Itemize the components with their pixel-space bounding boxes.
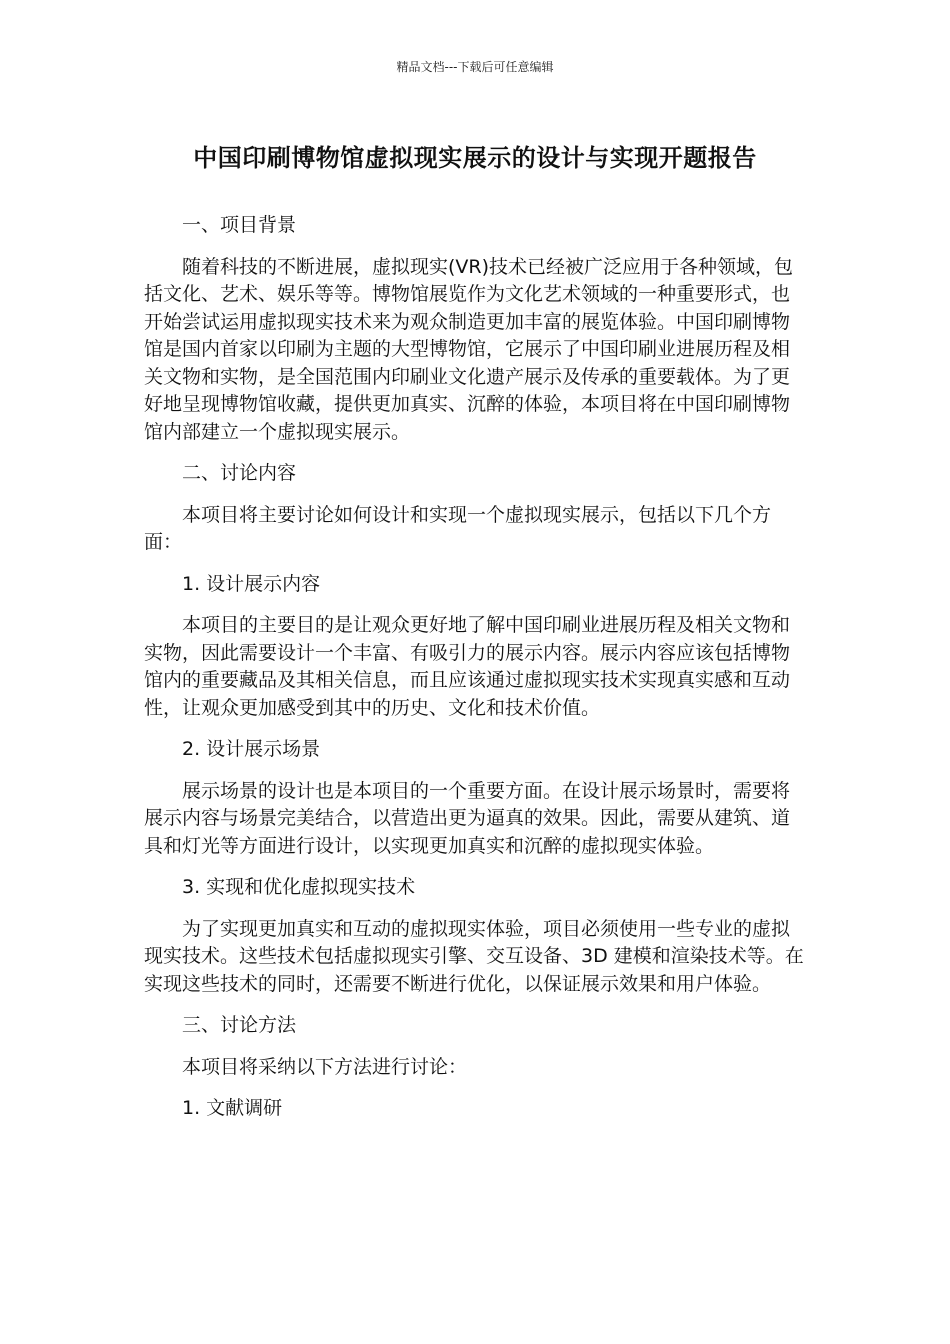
paragraph-methods-intro: 本项目将采纳以下方法进行讨论：: [182, 1055, 468, 1078]
document-body: [144, 212, 808, 1137]
subheading-design-content: 1. 设计展示内容: [182, 572, 321, 595]
subheading-vr-tech: 3. 实现和优化虚拟现实技术: [182, 876, 416, 898]
paragraph-design-scene: 展示场景的设计也是本项目的一个重要方面。在设计展示场景时，需要将展示内容与场景完美结合，以营造出更为逼真的效果。因此，需要从建筑、道具和灯光等方面进行设计，以实现更加真实和沉醉的虚拟现实体验。: [144, 779, 791, 857]
header-note: 精品文档---下载后可任意编辑: [396, 60, 554, 74]
document-title: 中国印刷博物馆虚拟现实展示的设计与实现开题报告: [193, 144, 757, 172]
paragraph-design-content: 本项目的主要目的是让观众更好地了解中国印刷业进展历程及相关文物和实物，因此需要设计一个丰富、有吸引力的展示内容。展示内容应该包括博物馆内的重要藏品及其相关信息，而且应该通过虚拟现实技术实现真实感和互动性，让观众更加感受到其中的历史、文化和技术价值。: [144, 614, 791, 719]
paragraph-research-intro: 本项目将主要讨论如何设计和实现一个虚拟现实展示，包括以下几个方面：: [144, 503, 772, 553]
section-heading-methods: 三、讨论方法: [182, 1014, 297, 1036]
paragraph-vr-tech: 为了实现更加真实和互动的虚拟现实体验，项目必须使用一些专业的虚拟现实技术。这些技术包括虚拟现实引擎、交互设备、3D 建模和渲染技术等。在实现这些技术的同时，还需要不断进行优化，以保证展示效果和用户体验。: [144, 917, 804, 995]
section-heading-research-content: 二、讨论内容: [182, 462, 297, 484]
paragraph-background: 随着科技的不断进展，虚拟现实(VR)技术已经被广泛应用于各种领域，包括文化、艺术、娱乐等等。博物馆展览作为文化艺术领域的一种重要形式，也开始尝试运用虚拟现实技术来为观众制造更加丰富的展览体验。中国印刷博物馆是国内首家以印刷为主题的大型博物馆，它展示了中国印刷业进展历程及相关文物和实物，是全国范围内印刷业文化遗产展示及传承的重要载体。为了更好地呈现博物馆收藏，提供更加真实、沉醉的体验，本项目将在中国印刷博物馆内部建立一个虚拟现实展示。: [144, 255, 794, 443]
section-heading-background: 一、项目背景: [182, 214, 297, 236]
subheading-design-scene: 2. 设计展示场景: [182, 738, 321, 760]
subheading-literature-review: 1. 文献调研: [182, 1097, 283, 1119]
